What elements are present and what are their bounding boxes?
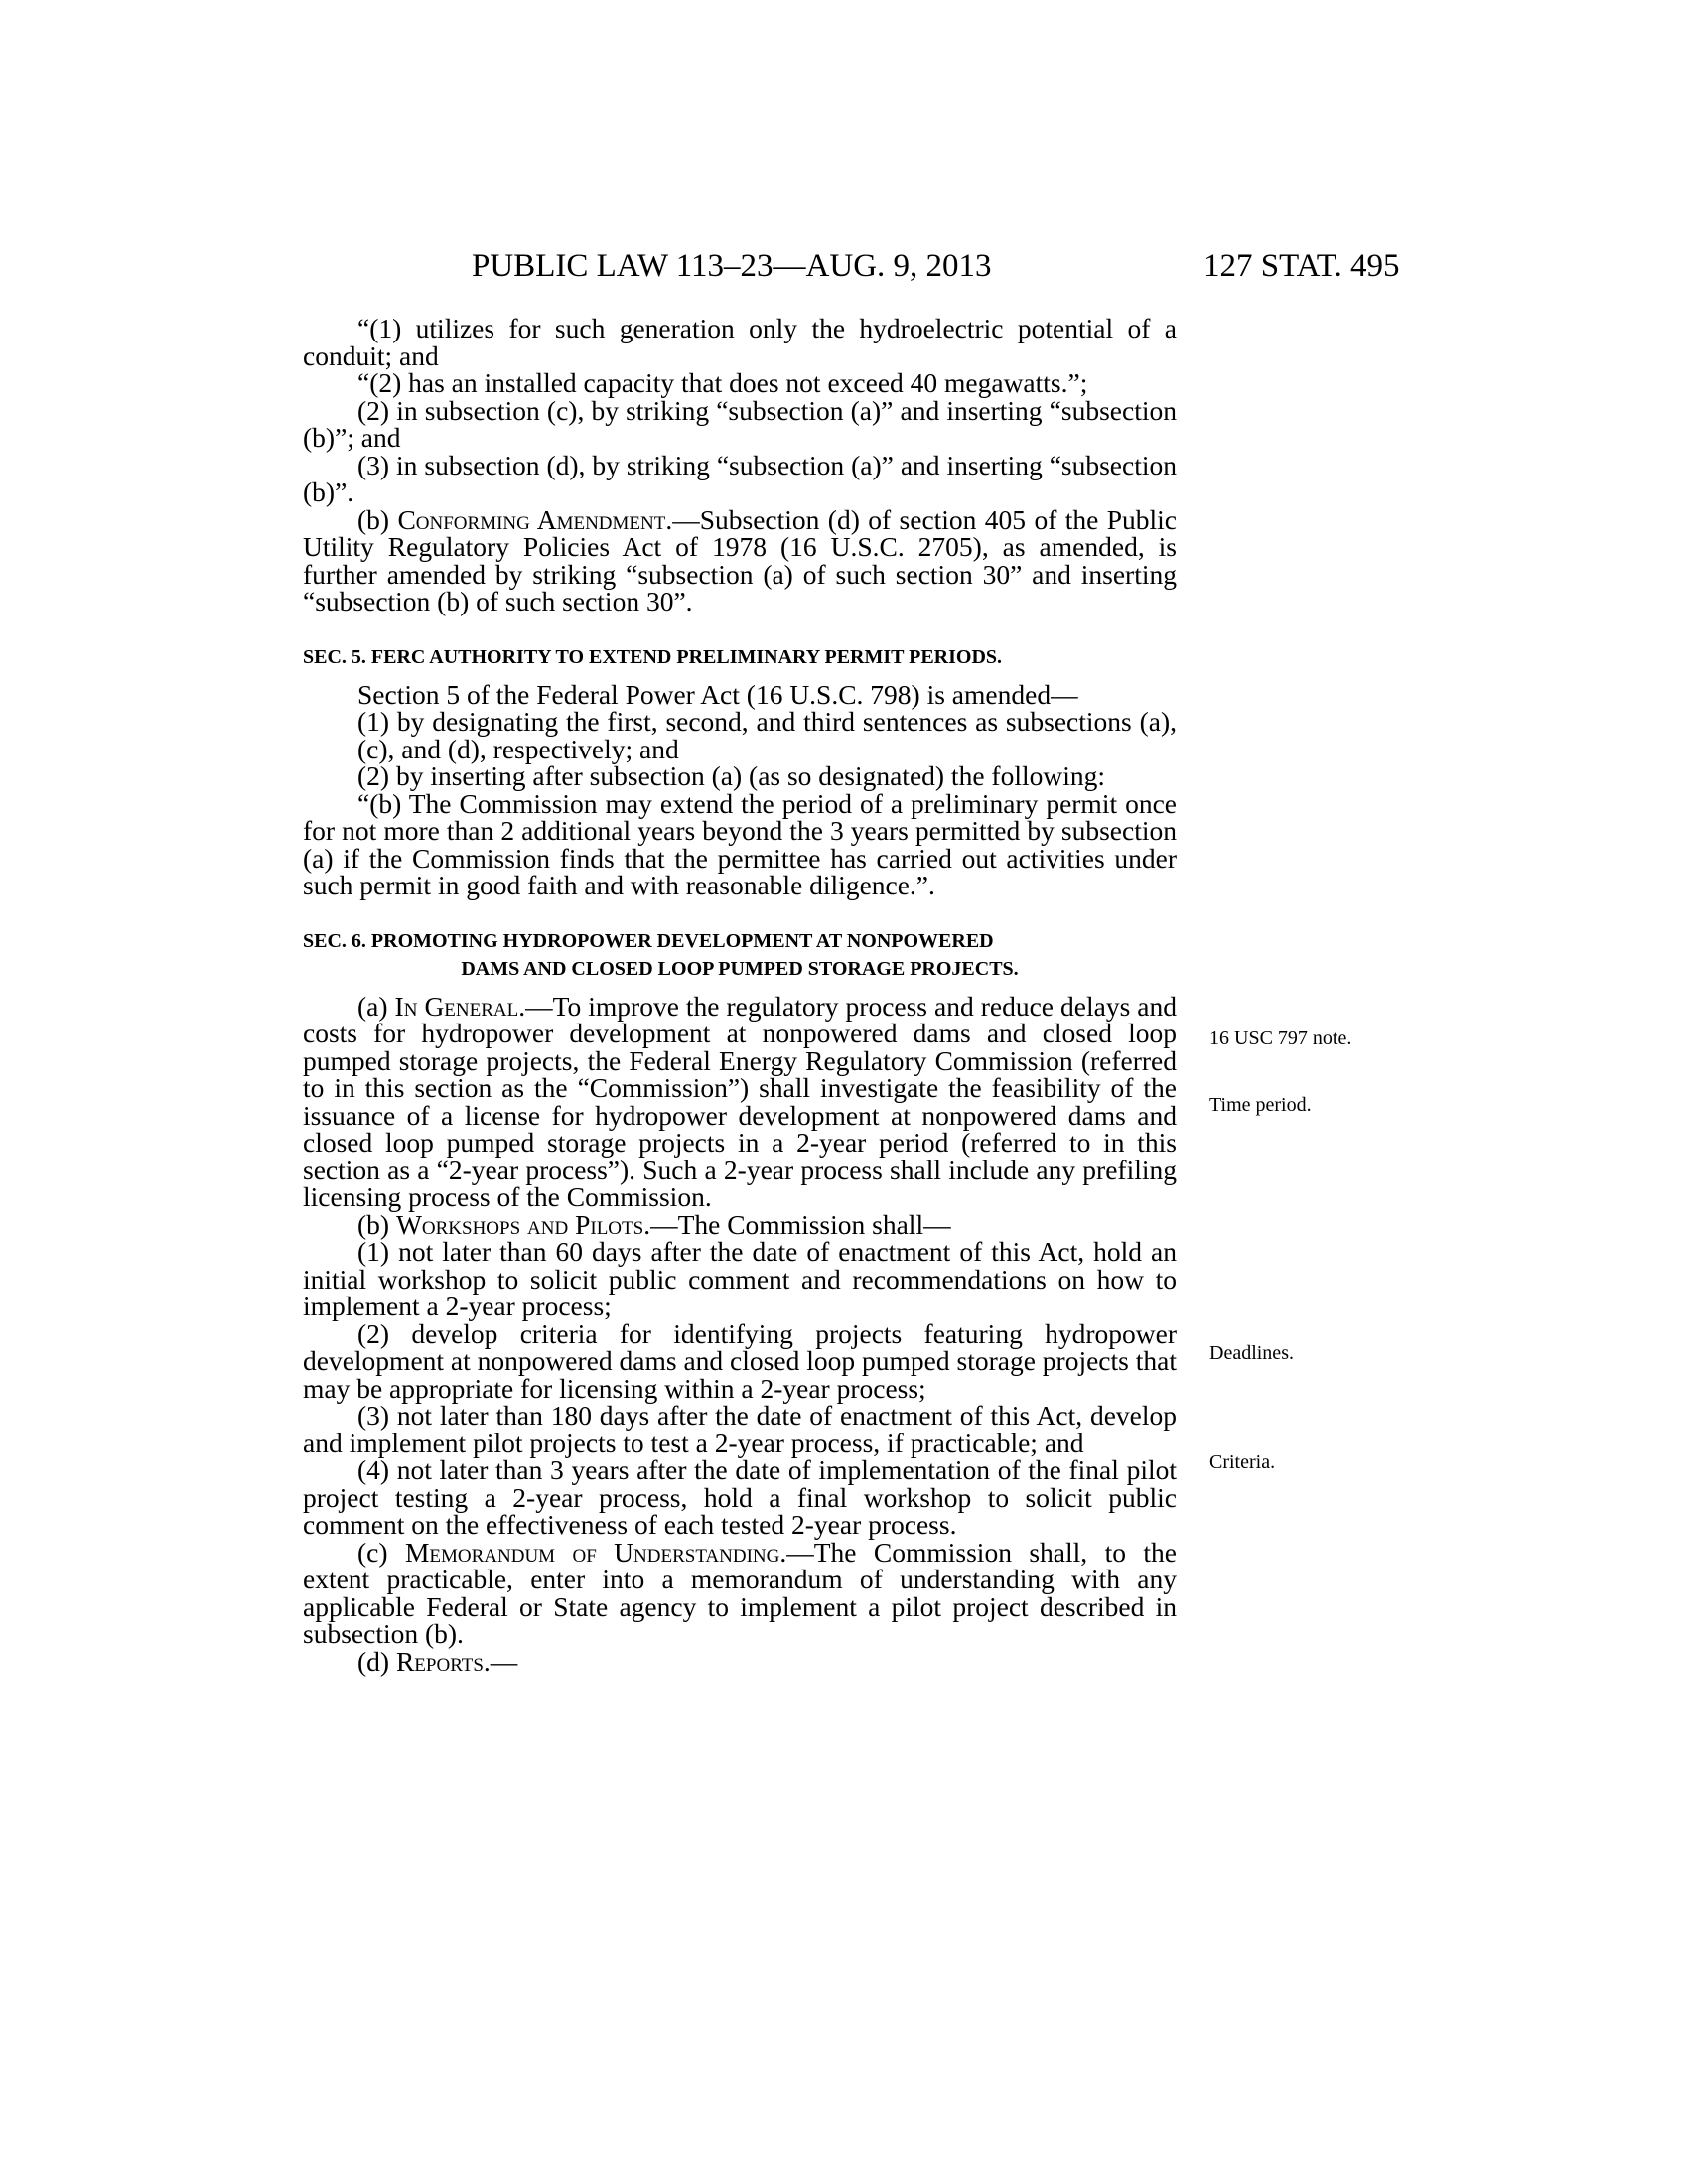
subsection-text: .—The Commission shall, to the extent practicable, enter into a memorandum of understanding with any applicable Federal or State agency to implement a pilot project described in subsection (b). [303, 1536, 1177, 1649]
section-6-heading-line-1: SEC. 6. PROMOTING HYDROPOWER DEVELOPMENT AT NONPOWERED [303, 929, 994, 952]
margin-note-deadlines: Deadlines. [1209, 1342, 1294, 1364]
subsection-a [303, 990, 1177, 1212]
section-6-heading [303, 927, 1177, 983]
subsection-d [303, 1645, 1177, 1677]
subsection-text: .—The Commission shall— [643, 1208, 951, 1240]
paragraph: (4) not later than 3 years after the date of implementation of the final pilot project testing a 2-year process, hold a final workshop to solicit public comment on the effectiveness of each tested 2-year process. [303, 1454, 1177, 1540]
subsection-text: .—To improve the regulatory process and reduce delays and costs for hydropower development at nonpowered dams and closed loop pumped storage projects, the Federal Energy Regulatory Commission (referred to in this section as the “Commission”) shall investigate the feasibility of the issuance of a license for hydropower development at nonpowered dams and closed loop pumped storage projects in a 2-year period (referred to in this section as a “2-year process”). Such a 2-year process shall include any prefiling licensing process of the Commission. [303, 990, 1177, 1212]
subsection-heading: Workshops and Pilots [395, 1208, 644, 1240]
subsection-label: (b) [357, 1208, 396, 1240]
subsection-label: (d) [357, 1645, 396, 1677]
subsection-text: .—Subsection (d) of section 405 of the Public Utility Regulatory Policies Act of 1978 (16 U.S.C. 2705), as amended, is further amended by striking “subsection (a) of such section 30” and inserting “subsection (b) of such section 30”. [303, 503, 1177, 616]
paragraph: Section 5 of the Federal Power Act (16 U.S.C. 798) is amended— [357, 678, 1078, 710]
paragraph: “(1) utilizes for such generation only the hydroelectric potential of a conduit; and [303, 313, 1177, 371]
page-number: 127 STAT. 495 [1203, 248, 1400, 284]
subsection-b-conforming [303, 503, 1177, 616]
paragraph: (2) in subsection (c), by striking “subsection (a)” and inserting “subsection (b)”; and [303, 394, 1177, 453]
paragraph [303, 708, 1177, 762]
subsection-label: (c) [357, 1536, 405, 1568]
margin-note-time-period: Time period. [1209, 1094, 1312, 1116]
paragraph: (2) develop criteria for identifying projects featuring hydropower development at nonpowered dams and closed loop pumped storage projects that may be appropriate for licensing within a 2-year process; [303, 1317, 1177, 1404]
section-6-heading-line-2: DAMS AND CLOSED LOOP PUMPED STORAGE PROJECTS. [461, 957, 1019, 980]
body-text [303, 315, 1177, 1675]
subsection-label: (b) [357, 503, 398, 535]
running-header-title: PUBLIC LAW 113–23—AUG. 9, 2013 [472, 248, 992, 284]
subsection-b [303, 1208, 1177, 1240]
paragraph: (3) not later than 180 days after the date of enactment of this Act, develop and implement pilot projects to test a 2-year process, if practicable; and [303, 1400, 1177, 1458]
section-5-heading: SEC. 5. FERC AUTHORITY TO EXTEND PRELIMINARY PERMIT PERIODS. [303, 645, 1003, 668]
subsection-heading: Reports [395, 1645, 484, 1677]
subsection-c [303, 1536, 1177, 1649]
subsection-heading: Conforming Amendment [397, 503, 666, 535]
quoted-subsection: “(b) The Commission may extend the period of a preliminary permit once for not more than 2 additional years beyond the 3 years permitted by subsection (a) if the Commission finds that the permittee has carried out activities under such permit in good faith and with reasonable diligence.”. [303, 787, 1177, 900]
paragraph: (2) by inserting after subsection (a) (as so designated) the following: [357, 760, 1105, 791]
paragraph: “(2) has an installed capacity that does not exceed 40 megawatts.”; [357, 367, 1088, 398]
paragraph: (3) in subsection (d), by striking “subsection (a)” and inserting “subsection (b)”. [303, 449, 1177, 507]
subsection-heading: Memorandum of Understanding [404, 1536, 780, 1568]
paragraph-text: (1) by designating the first, second, and third sentences as subsections (a), (c), and (d), respectively; and [357, 706, 1177, 764]
paragraph: (1) not later than 60 days after the date of enactment of this Act, hold an initial workshop to solicit public comment and recommendations on how to implement a 2-year process; [303, 1236, 1177, 1321]
margin-note-usc: 16 USC 797 note. [1209, 1027, 1352, 1049]
subsection-heading: In General [394, 990, 519, 1022]
margin-note-criteria: Criteria. [1209, 1451, 1276, 1473]
subsection-label: (a) [357, 990, 395, 1022]
subsection-text: .— [483, 1645, 518, 1677]
